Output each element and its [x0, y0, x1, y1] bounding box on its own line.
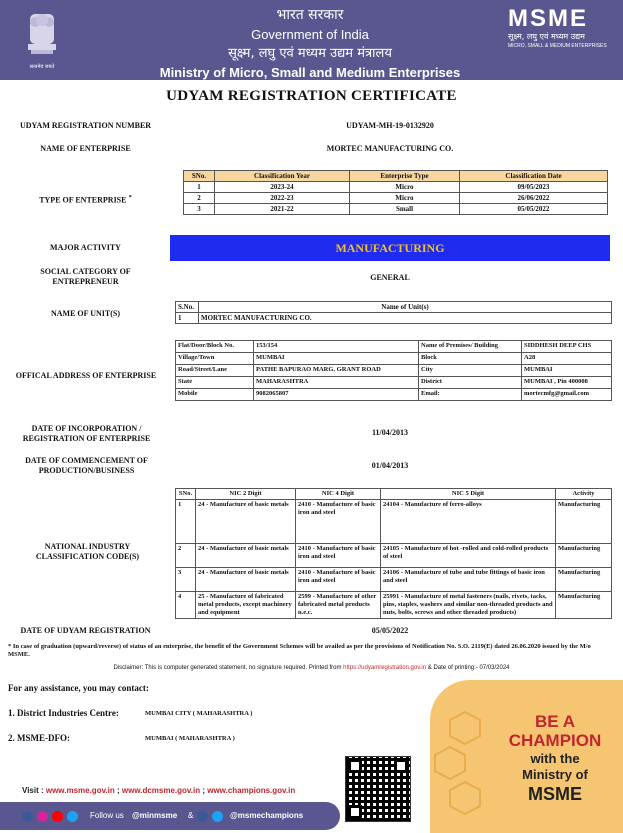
cell: 2599 - Manufacture of other fabricated metal products n.e.c.	[296, 592, 381, 619]
social-category-value: GENERAL	[370, 273, 410, 282]
cell: State	[176, 377, 254, 389]
nic-table	[175, 488, 612, 619]
ampersand: &	[188, 811, 194, 820]
classification-table	[183, 170, 608, 215]
units-table	[175, 301, 612, 324]
table-row	[176, 377, 612, 389]
dfo-label: 2. MSME-DFO:	[8, 733, 70, 743]
cell: 24105 - Manufacture of hot -rolled and cold-rolled products of steel	[381, 544, 556, 568]
disclaimer	[0, 665, 623, 671]
cell: Micro	[350, 182, 460, 193]
twitter-icon[interactable]	[67, 811, 78, 822]
cell: MUMBAI	[522, 365, 612, 377]
msme-logo-hindi: सूक्ष्म, लघु एवं मध्यम उद्यम	[508, 32, 585, 41]
col-class-date: Classification Date	[460, 171, 608, 182]
col-sno: SNo.	[184, 171, 215, 182]
cell: 2021-22	[215, 204, 350, 215]
cell: 4	[176, 592, 196, 619]
col-unit-name: Name of Unit(s)	[199, 302, 612, 313]
type-label-star: *	[128, 194, 132, 201]
emblem-caption: सत्यमेव जयते	[29, 64, 55, 70]
cell: 24106 - Manufacture of tube and tube fittings of basic iron and steel	[381, 568, 556, 592]
cell: 9082065807	[254, 389, 419, 401]
cell: 25991 - Manufacture of metal fasteners (nails, rivets, tacks, pins, staples, washers and similar non-threaded products and nuts, bolts, screws and other threaded products)	[381, 592, 556, 619]
cell: MUMBAI , Pin 400008	[522, 377, 612, 389]
major-activity-label: MAJOR ACTIVITY	[50, 243, 121, 252]
cell: 2410 - Manufacture of basic iron and steel	[296, 544, 381, 568]
hindi-ministry-text: सूक्ष्म, लघु एवं मध्यम उद्यम मंत्रालय	[228, 46, 392, 61]
qr-code	[345, 756, 411, 822]
col-ent-type: Enterprise Type	[350, 171, 460, 182]
national-emblem-icon	[22, 8, 62, 66]
nic-label: NATIONAL INDUSTRY CLASSIFICATION CODE(S)	[35, 542, 140, 561]
table-row	[176, 592, 612, 619]
msme-logo-subtitle: MICRO, SMALL & MEDIUM ENTERPRISES	[508, 43, 607, 49]
enterprise-name-value: MORTEC MANUFACTURING CO.	[326, 144, 454, 153]
cell: Manufacturing	[556, 592, 612, 619]
incorporation-label: DATE OF INCORPORATION / REGISTRATION OF ENTERPRISE	[22, 424, 151, 443]
cell: District	[419, 377, 522, 389]
social-footer	[0, 802, 340, 830]
units-header-row	[176, 302, 612, 313]
table-row	[184, 204, 608, 215]
champion-text	[490, 713, 620, 805]
cell: 2	[176, 544, 196, 568]
table-row	[176, 353, 612, 365]
col-activity: Activity	[556, 489, 612, 500]
certificate-title: UDYAM REGISTRATION CERTIFICATE	[166, 88, 457, 104]
col-nic2: NIC 2 Digit	[196, 489, 296, 500]
handle-msmechampions[interactable]: @msmechampions	[230, 811, 304, 820]
assistance-heading: For any assistance, you may contact:	[8, 683, 149, 693]
cell: Block	[419, 353, 522, 365]
cell: MAHARASHTRA	[254, 377, 419, 389]
classification-header-row	[184, 171, 608, 182]
udyam-link[interactable]: https://udyamregistration.gov.in	[343, 665, 427, 671]
header-text	[140, 6, 480, 82]
udyam-date-value: 05/05/2022	[371, 626, 409, 635]
dic-label: 1. District Industries Centre:	[8, 708, 119, 718]
qr-corner	[348, 805, 362, 819]
enterprise-name-label: NAME OF ENTERPRISE	[40, 144, 131, 153]
link-dcmsme[interactable]: www.dcmsme.gov.in	[121, 786, 201, 795]
cell: SIDDHESH DEEP CHS	[522, 341, 612, 353]
address-table	[175, 340, 612, 401]
table-row	[176, 500, 612, 544]
col-sno: S.No.	[176, 302, 199, 313]
commencement-value: 01/04/2013	[371, 461, 409, 470]
incorporation-value: 11/04/2013	[371, 428, 408, 437]
visit-label: Visit :	[22, 786, 46, 795]
champion-line1: BE A	[535, 712, 575, 731]
cell: 3	[184, 204, 215, 215]
cell: 24104 - Manufacture of ferro-alloys	[381, 500, 556, 544]
table-row	[176, 389, 612, 401]
facebook-icon[interactable]	[22, 811, 33, 822]
table-row	[176, 365, 612, 377]
cell: Road/Street/Lane	[176, 365, 254, 377]
reg-number-label: UDYAM REGISTRATION NUMBER	[19, 121, 152, 130]
champion-line2: CHAMPION	[508, 731, 602, 750]
cell: A28	[522, 353, 612, 365]
table-row	[184, 193, 608, 204]
cell: 1	[184, 182, 215, 193]
champion-line5: MSME	[528, 784, 582, 804]
cell: 25 - Manufacture of fabricated metal products, except machinery and equipment	[196, 592, 296, 619]
cell: 2410 - Manufacture of basic iron and steel	[296, 500, 381, 544]
table-row	[176, 568, 612, 592]
cell: 09/05/2023	[460, 182, 608, 193]
col-nic4: NIC 4 Digit	[296, 489, 381, 500]
cell: Manufacturing	[556, 544, 612, 568]
cell: 05/05/2022	[460, 204, 608, 215]
print-date-text: & Date of printing:- 07/03/2024	[426, 665, 510, 671]
commencement-label: DATE OF COMMENCEMENT OF PRODUCTION/BUSINESS	[25, 456, 148, 475]
separator: ;	[200, 786, 208, 795]
cell: MORTEC MANUFACTURING CO.	[199, 313, 612, 324]
cell: mortecmfg@gmail.com	[522, 389, 612, 401]
cell: 1	[176, 313, 199, 324]
cell: 2410 - Manufacture of basic iron and steel	[296, 568, 381, 592]
nic-header-row	[176, 489, 612, 500]
link-msme[interactable]: www.msme.gov.in	[45, 786, 115, 795]
cell: 26/06/2022	[460, 193, 608, 204]
handle-minmsme[interactable]: @minmsme	[132, 811, 178, 820]
champion-line4: Ministry of	[522, 767, 588, 782]
ministry-text: Ministry of Micro, Small and Medium Enterprises	[159, 65, 461, 80]
cell: 2022-23	[215, 193, 350, 204]
table-row	[176, 341, 612, 353]
cell: MUMBAI	[254, 353, 419, 365]
address-label: OFFICAL ADDRESS OF ENTERPRISE	[15, 371, 157, 380]
cell: 24 - Manufacture of basic metals	[196, 500, 296, 544]
qr-corner	[394, 759, 408, 773]
cell: 24 - Manufacture of basic metals	[196, 568, 296, 592]
separator: ;	[114, 786, 122, 795]
header-banner	[0, 0, 623, 80]
youtube-icon[interactable]	[52, 811, 63, 822]
msme-logo	[508, 6, 608, 56]
cell: 1	[176, 500, 196, 544]
cell: PATHE BAPURAO MARG, GRANT ROAD	[254, 365, 419, 377]
table-row	[184, 182, 608, 193]
units-label: NAME OF UNIT(S)	[50, 309, 121, 318]
disclaimer-text: Disclaimer: This is computer generated statement, no signature required. Printed from	[113, 665, 344, 671]
visit-links	[22, 786, 295, 795]
instagram-icon[interactable]	[37, 811, 48, 822]
col-class-year: Classification Year	[215, 171, 350, 182]
udyam-date-label: DATE OF UDYAM REGISTRATION	[20, 626, 151, 635]
col-sno: SNo.	[176, 489, 196, 500]
cell: Mobile	[176, 389, 254, 401]
cell: 3	[176, 568, 196, 592]
dfo-value: MUMBAI ( MAHARASHTRA )	[145, 735, 235, 742]
champion-banner	[430, 680, 623, 833]
cell: Flat/Door/Block No.	[176, 341, 254, 353]
col-nic5: NIC 5 Digit	[381, 489, 556, 500]
cell: Micro	[350, 193, 460, 204]
government-of-india-text: Government of India	[251, 27, 369, 42]
social-category-label: SOCIAL CATEGORY OF ENTREPRENEUR	[40, 267, 131, 286]
cell: Manufacturing	[556, 500, 612, 544]
cell: Email:	[419, 389, 522, 401]
follow-us-text: Follow us	[90, 811, 124, 820]
dic-value: MUMBAI CITY ( MAHARASHTRA )	[145, 710, 253, 717]
cell: Manufacturing	[556, 568, 612, 592]
table-row	[176, 313, 612, 324]
hindi-govt-text: भारत सरकार	[276, 7, 344, 23]
type-label	[8, 193, 163, 206]
twitter-icon[interactable]	[212, 811, 223, 822]
cell: Small	[350, 204, 460, 215]
qr-corner	[348, 759, 362, 773]
cell: Name of Premises/ Building	[419, 341, 522, 353]
reg-number-value: UDYAM-MH-19-0132920	[346, 121, 434, 130]
cell: 24 - Manufacture of basic metals	[196, 544, 296, 568]
cell: Village/Town	[176, 353, 254, 365]
msme-logo-word: MSME	[508, 5, 588, 32]
type-label-text: TYPE OF ENTERPRISE	[39, 195, 127, 205]
cell: 2	[184, 193, 215, 204]
facebook-icon[interactable]	[197, 811, 208, 822]
cell: 2023-24	[215, 182, 350, 193]
major-activity-value: MANUFACTURING	[170, 235, 610, 261]
graduation-note: * In case of graduation (upward/reverse) of status of an enterprise, the benefit of the Government Schemes will be availed as per the provisions of Notification No. S.O. 2119(E) dated 26.06.2020 issued by the M/o MSME.	[8, 643, 591, 658]
table-row	[176, 544, 612, 568]
cell: City	[419, 365, 522, 377]
cell: 153/154	[254, 341, 419, 353]
link-champions[interactable]: www.champions.gov.in	[207, 786, 296, 795]
champion-line3: with the	[530, 751, 580, 766]
